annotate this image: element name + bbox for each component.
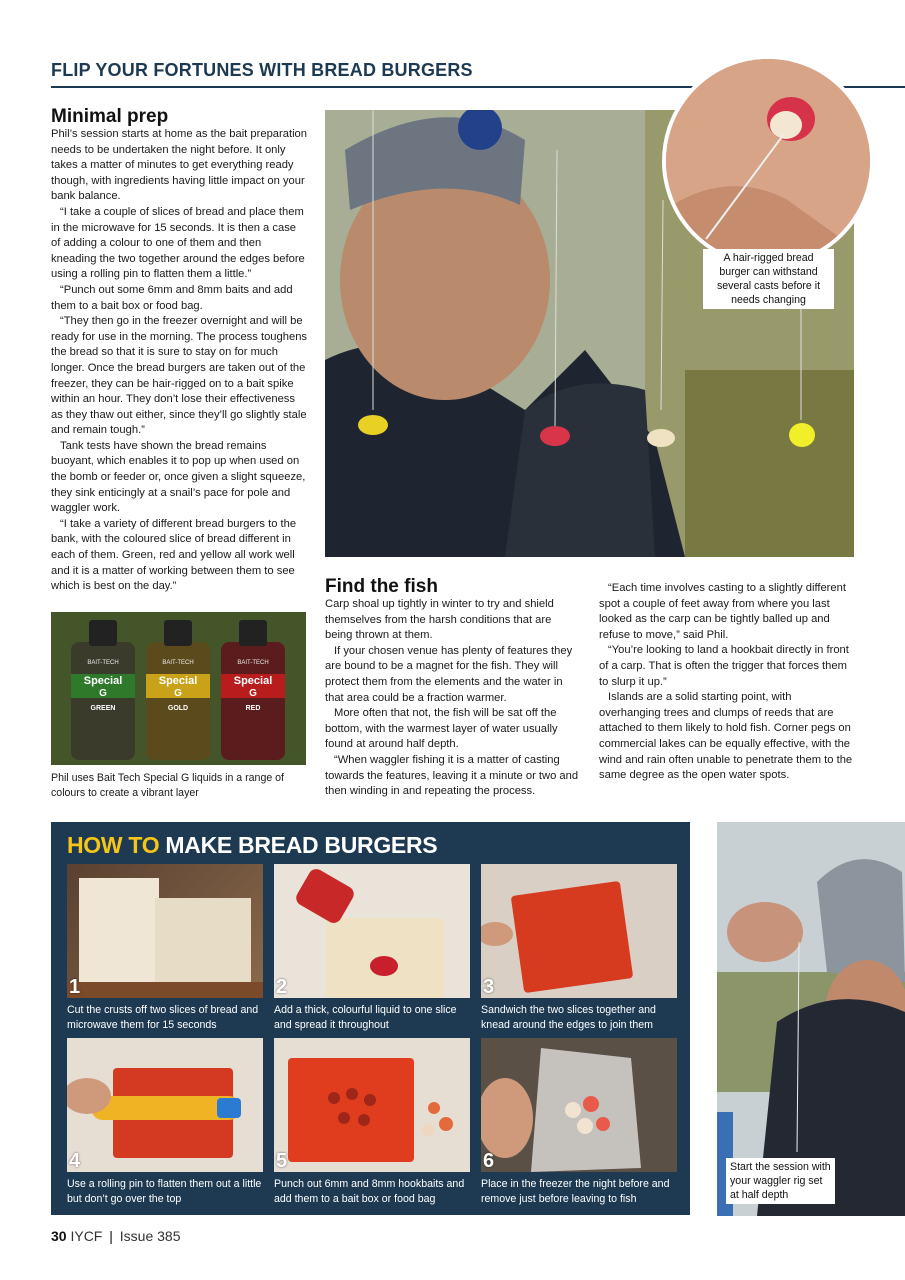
step-photo — [481, 1038, 677, 1172]
page-title: FLIP YOUR FORTUNES WITH BREAD BURGERS — [51, 60, 473, 80]
paragraph: Phil’s session starts at home as the bait preparation needs to be undertaken the night before. It only takes a matter of minutes to get everything ready though, with ingredients having little impact on your bank balance. — [51, 128, 308, 203]
step-photo — [481, 864, 677, 998]
how-to-step — [274, 1038, 470, 1206]
magazine-name: IYCF — [70, 1228, 103, 1244]
find-the-fish-body — [325, 597, 580, 800]
step-text: Place in the freezer the night before and remove just before leaving to fish — [481, 1178, 670, 1205]
step-number: 1 — [69, 976, 81, 998]
step-number: 4 — [69, 1150, 81, 1172]
footer-separator: | — [109, 1228, 113, 1244]
bottle-label-variant: GOLD — [167, 705, 189, 712]
find-the-fish-heading: Find the fish — [325, 576, 438, 597]
minimal-prep-section — [51, 107, 307, 595]
paragraph: Islands are a solid starting point, with overhanging trees and clumps of reeds that are attached to them likely to hold fish. Corner pegs on commercial lakes can be equally effective, with the wind and rain often unable to penetrate them to the same degree as the open water spots. — [599, 691, 853, 782]
how-to-title-highlight: HOW TO — [67, 832, 160, 858]
paragraph: More often that not, the fish will be sat off the bottom, with the warmest layer of water usually found at around half depth. — [325, 707, 558, 751]
step-photo — [67, 864, 263, 998]
step-number: 6 — [483, 1150, 495, 1172]
bottle-label-variant: GREEN — [90, 705, 116, 712]
step-number: 5 — [276, 1150, 288, 1172]
bottle-label-variant: RED — [245, 705, 261, 712]
bait-tech-bottles-photo — [51, 612, 306, 765]
step-photo — [67, 1038, 263, 1172]
minimal-prep-body — [51, 127, 307, 595]
paragraph: “I take a variety of different bread burgers to the bank, with the coloured slice of bread different in each of them. Green, red and yellow all work well and it is a matter of working between them to see which is best on the day.” — [51, 517, 297, 593]
how-to-step — [481, 1038, 677, 1206]
paragraph: “They then go in the freezer overnight and will be ready for use in the morning. The process toughens the bread so that it is sure to stay on for much longer. Once the bread burgers are taken out of the freezer, they can be hair-rigged on to a bait spike within an hour. They don’t lose their effectiveness as they thaw out either, since they’ll go slightly stale and remain tough.” — [51, 315, 308, 437]
step-photo — [274, 864, 470, 998]
bottle-label-letter: G — [174, 688, 182, 699]
angler-setting-rig-photo — [717, 822, 905, 1216]
paragraph: Carp shoal up tightly in winter to try and shield themselves from the harsh conditions that are being thrown at them. — [325, 598, 554, 642]
step-text: Punch out 6mm and 8mm hookbaits and add them to a bait box or food bag — [274, 1178, 465, 1205]
step-text: Sandwich the two slices together and knead around the edges to join them — [481, 1004, 656, 1031]
paragraph: “You’re looking to land a hookbait directly in front of a carp. That is often the trigger that forces them to slurp it up.” — [599, 644, 849, 688]
bottle-label-name: Special — [158, 675, 198, 687]
find-the-fish-continued — [599, 581, 855, 784]
hair-rigged-bait-closeup-photo — [662, 55, 874, 267]
paragraph: If your chosen venue has plenty of features they are bound to be a magnet for the fish. They will protect them from the elements and the water in that area could be a fraction warmer. — [325, 644, 573, 704]
side-photo-caption: Start the session with your waggler rig set at half depth — [726, 1158, 835, 1204]
how-to-title-rest: MAKE BREAD BURGERS — [165, 832, 438, 858]
step-text: Add a thick, colourful liquid to one slice and spread it throughout — [274, 1004, 457, 1031]
bottle-label-name: Special — [233, 675, 273, 687]
how-to-step — [274, 864, 470, 1032]
step-number: 3 — [483, 976, 495, 998]
how-to-step — [67, 1038, 263, 1206]
paragraph: “I take a couple of slices of bread and place them in the microwave for 15 seconds. It is then a case of adding a colour to one of them and then kneading the two together around the edges before using a rolling pin to flatten them a little.” — [51, 205, 305, 281]
paragraph: “Punch out some 6mm and 8mm baits and add them to a bait box or food bag. — [51, 283, 293, 312]
minimal-prep-heading: Minimal prep — [51, 106, 169, 127]
step-text: Cut the crusts off two slices of bread and microwave them for 15 seconds — [67, 1004, 259, 1031]
how-to-step — [67, 864, 263, 1032]
bottle-label-brand: BAIT-TECH — [87, 660, 119, 666]
bottle-label-brand: BAIT-TECH — [237, 660, 269, 666]
bottle-label-letter: G — [99, 688, 107, 699]
step-number: 2 — [276, 976, 288, 998]
paragraph: “Each time involves casting to a slightly different spot a couple of feet away from where you last looked as the carp can be tightly balled up and refuse to move,” said Phil. — [599, 582, 846, 641]
step-text: Use a rolling pin to flatten them out a little but don’t go over the top — [67, 1178, 262, 1205]
bottle-label-brand: BAIT-TECH — [162, 660, 194, 666]
page-footer — [51, 1228, 181, 1244]
how-to-panel — [51, 822, 690, 1215]
step-photo — [274, 1038, 470, 1172]
how-to-title — [67, 832, 437, 859]
page-number: 30 — [51, 1228, 67, 1244]
circle-photo-caption: A hair-rigged bread burger can withstand several casts before it needs changing — [703, 249, 834, 309]
bottles-photo-caption: Phil uses Bait Tech Special G liquids in a range of colours to create a vibrant layer — [51, 772, 284, 799]
paragraph: “When waggler fishing it is a matter of casting towards the features, leaving it a minute or two and then winding in and repeating the process. — [325, 753, 579, 798]
bottle-label-name: Special — [83, 675, 123, 687]
paragraph: Tank tests have shown the bread remains buoyant, which enables it to pop up when used on the bomb or feeder or, once given a slight squeeze, they sink enticingly at a snail’s pace for pole and waggler work. — [51, 439, 306, 515]
find-the-fish-section — [325, 577, 580, 800]
bottle-label-letter: G — [249, 688, 257, 699]
issue-number: Issue 385 — [119, 1228, 181, 1244]
how-to-step — [481, 864, 677, 1032]
